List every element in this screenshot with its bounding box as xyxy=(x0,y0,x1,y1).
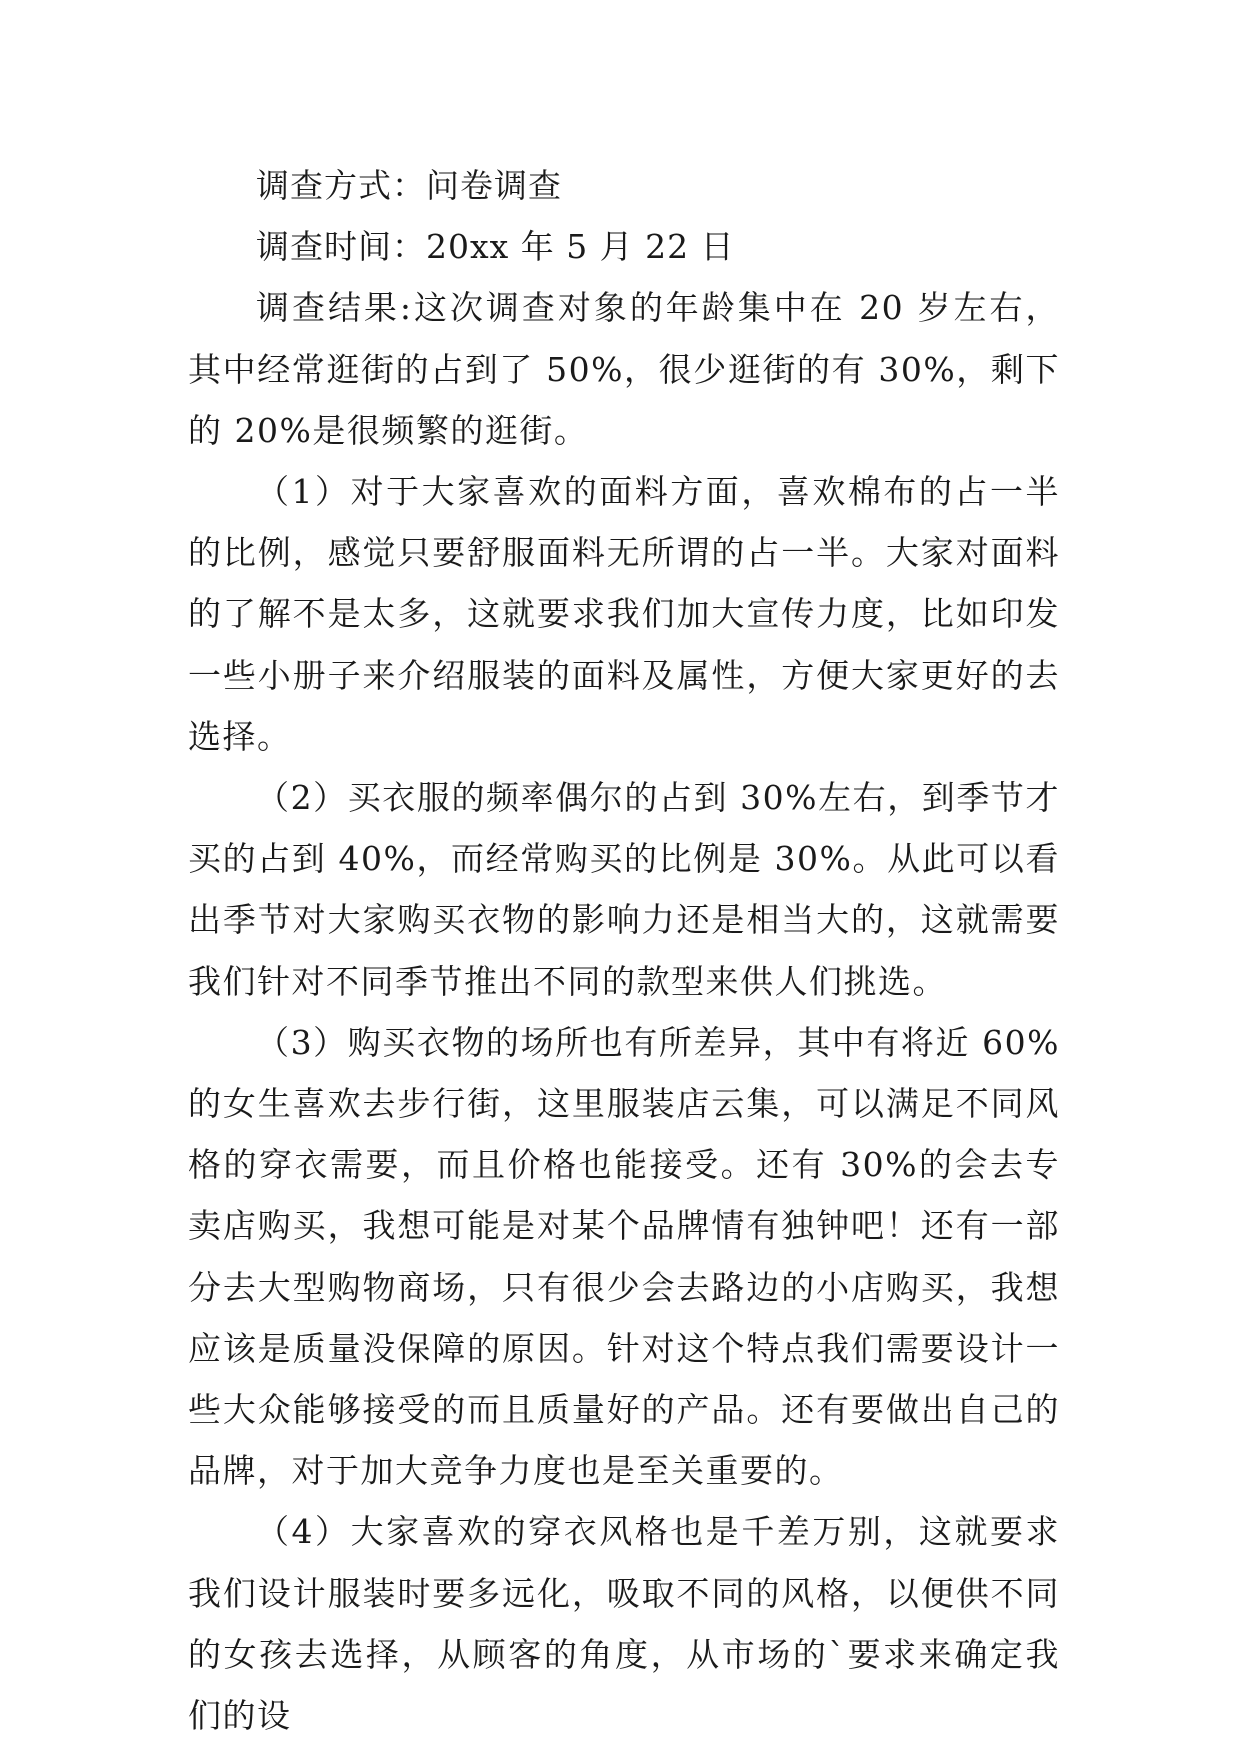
document-body xyxy=(188,155,1060,1746)
purchase-location-paragraph: （3）购买衣物的场所也有所差异，其中有将近 60%的女生喜欢去步行街，这里服装店云集，可以满足不同风格的穿衣需要，而且价格也能接受。还有 30%的会去专卖店购买，我想可能是对某个品牌情有独钟吧！还有一部分去大型购物商场，只有很少会去路边的小店购买，我想应该是质量没保障的原因。针对这个特点我们需要设计一些大众能够接受的而且质量好的产品。还有要做出自己的品牌，对于加大竞争力度也是至关重要的。 xyxy=(188,1022,1060,1491)
purchase-frequency-paragraph: （2）买衣服的频率偶尔的占到 30%左右，到季节才买的占到 40%，而经常购买的比例是 30%。从此可以看出季节对大家购买衣物的影响力还是相当大的，这就需要我们针对不同季节推出不同的款型来供人们挑选。 xyxy=(188,778,1060,1001)
survey-result-paragraph: 调查结果:这次调查对象的年龄集中在 20 岁左右，其中经常逛街的占到了 50%，很少逛街的有 30%，剩下的 20%是很频繁的逛街。 xyxy=(188,288,1060,450)
style-paragraph: （4）大家喜欢的穿衣风格也是千差万别，这就要求我们设计服装时要多远化，吸取不同的风格，以便供不同的女孩去选择，从顾客的角度，从市场的`要求来确定我们的设 xyxy=(188,1512,1060,1736)
survey-method-line: 调查方式：问卷调查 xyxy=(256,166,562,205)
survey-time-line: 调查时间：20xx 年 5 月 22 日 xyxy=(256,227,735,267)
fabric-paragraph: （1）对于大家喜欢的面料方面，喜欢棉布的占一半的比例，感觉只要舒服面料无所谓的占一半。大家对面料的了解不是太多，这就要求我们加大宣传力度，比如印发一些小册子来介绍服装的面料及属性，方便大家更好的去选择。 xyxy=(188,472,1060,756)
